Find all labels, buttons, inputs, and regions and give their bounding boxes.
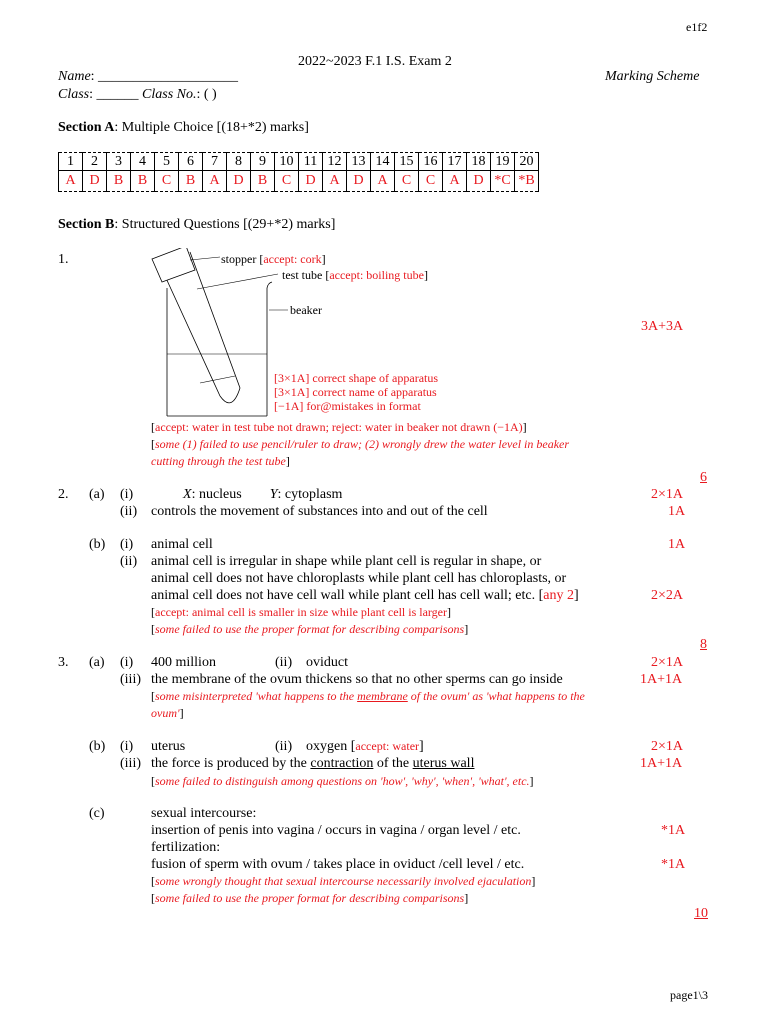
q2bii-marks: 2×2A: [651, 588, 684, 603]
mc-question-number: 13: [347, 153, 371, 171]
q3bi-answer: uterus: [151, 739, 186, 754]
q2aii-label: (ii): [120, 504, 138, 519]
mc-question-number: 5: [155, 153, 179, 171]
q1-number: 1.: [58, 252, 69, 267]
q1-note-errors-text-2: cutting through the test tube: [151, 454, 286, 468]
q3c-note2: [some failed to use the proper format for describing comparisons]: [151, 891, 469, 905]
q3biii-mid: of the: [373, 756, 413, 771]
q2ai-label: (i): [120, 487, 134, 502]
mc-answer: A: [371, 171, 395, 192]
q3a-note-cont: ovum']: [151, 706, 184, 720]
q3c-line4: fusion of sperm with ovum / takes place in oviduct /cell level / etc.: [151, 857, 525, 872]
q3a-note-part1: some misinterpreted 'what happens to the: [155, 689, 358, 703]
q1-criterion-shape: [3×1A] correct shape of apparatus: [274, 371, 439, 385]
q3-number: 3.: [58, 655, 69, 670]
q3biii-label: (iii): [120, 756, 141, 771]
mc-answer-table: [58, 152, 539, 192]
q3c-mark1: *1A: [661, 823, 686, 838]
name-line: [58, 69, 238, 85]
q3c-label: (c): [89, 806, 105, 821]
q3bii-answer: [306, 739, 424, 755]
mc-question-number: 7: [203, 153, 227, 171]
q3a-note-text: [155, 689, 585, 703]
classno-label: Class No.: [142, 87, 197, 102]
q1-marks: 3A+3A: [641, 319, 684, 334]
section-b-desc: : Structured Questions [(29+*2) marks]: [114, 217, 336, 232]
q3a-note-underlined: membrane: [357, 689, 408, 703]
mc-question-number: 12: [323, 153, 347, 171]
mc-question-number: 3: [107, 153, 131, 171]
q3-total: 10: [694, 906, 708, 921]
y-label: Y: [269, 487, 278, 502]
y-value: : cytoplasm: [277, 487, 343, 502]
mc-answer: D: [467, 171, 491, 192]
q2bii-line3-text: animal cell does not have cell wall while plant cell has cell wall; etc. [: [151, 588, 544, 603]
q2bii-line1: animal cell is irregular in shape while plant cell is regular in shape, or: [151, 554, 542, 569]
q2ai-marks: 2×1A: [651, 487, 684, 502]
mc-question-number: 17: [443, 153, 467, 171]
q3bii-close: ]: [419, 739, 424, 754]
q3b-label: (b): [89, 739, 106, 754]
q3c-note2-text: some failed to use the proper format for describing comparisons: [155, 891, 465, 905]
q2aii-answer: controls the movement of substances into and out of the cell: [151, 504, 488, 519]
mc-answer-row: [59, 171, 539, 192]
mc-question-number: 11: [299, 153, 323, 171]
mc-answer: *B: [515, 171, 539, 192]
class-line: [58, 87, 217, 103]
q3c-line3: fertilization:: [151, 840, 221, 855]
doc-code: e1f2: [686, 20, 708, 34]
mc-question-number: 20: [515, 153, 539, 171]
testtube-close: ]: [423, 268, 428, 282]
label-test-tube: [282, 268, 428, 283]
mc-question-number: 6: [179, 153, 203, 171]
stopper-text: stopper [: [221, 252, 264, 266]
mc-answer: A: [203, 171, 227, 192]
q2a-label: (a): [89, 487, 105, 502]
classno-blank: : ( ): [196, 87, 217, 102]
mc-answer: C: [275, 171, 299, 192]
mc-answer: D: [299, 171, 323, 192]
testtube-text: test tube [: [282, 268, 330, 282]
mc-question-number: 2: [83, 153, 107, 171]
q3bi-label: (i): [120, 739, 134, 754]
q2aii-marks: 1A: [668, 504, 686, 519]
q2bi-answer: animal cell: [151, 537, 213, 552]
mc-number-row: [59, 153, 539, 171]
mc-answer: C: [395, 171, 419, 192]
mc-answer: D: [347, 171, 371, 192]
q3aii-label: (ii): [275, 655, 293, 670]
q3biii-marks: 1A+1A: [640, 756, 683, 771]
q2b-label: (b): [89, 537, 106, 552]
name-label: Name: [58, 69, 91, 84]
q3a-note-part2: of the ovum' as 'what happens to the: [407, 689, 585, 703]
q3aiii-answer: the membrane of the ovum thickens so that no other sperms can go inside: [151, 672, 563, 687]
q3a-marks: 2×1A: [651, 655, 684, 670]
q3c-note1-text: some wrongly thought that sexual intercourse necessarily involved ejaculation: [155, 874, 532, 888]
mc-question-number: 15: [395, 153, 419, 171]
q1-note-common-errors-cont: cutting through the test tube]: [151, 454, 290, 468]
q3biii-uterus-wall: uterus wall: [412, 756, 475, 771]
stopper-accept: accept: cork: [263, 252, 322, 266]
section-a-desc: : Multiple Choice [(18+*2) marks]: [114, 120, 309, 135]
section-b-label: Section B: [58, 217, 115, 232]
q3ai-answer: 400 million: [151, 655, 216, 670]
q3b-marks: 2×1A: [651, 739, 684, 754]
mc-question-number: 18: [467, 153, 491, 171]
q2bii-any2: any 2: [543, 588, 574, 603]
mc-question-number: 4: [131, 153, 155, 171]
mc-answer: A: [443, 171, 467, 192]
label-stopper: [221, 252, 326, 267]
q2bii-line2: animal cell does not have chloroplasts while plant cell has chloroplasts, or: [151, 571, 567, 586]
q3c-note1: [some wrongly thought that sexual intercourse necessarily involved ejaculation]: [151, 874, 536, 888]
section-b-heading: [58, 217, 335, 233]
q1-criterion-name: [3×1A] correct name of apparatus: [274, 385, 437, 399]
mc-answer: *C: [491, 171, 515, 192]
mc-answer: B: [251, 171, 275, 192]
q1-note-accept-text: accept: water in test tube not drawn; reject: water in beaker not drawn (−1A): [155, 420, 523, 434]
mc-answer: B: [179, 171, 203, 192]
x-value: : nucleus: [191, 487, 242, 502]
q1-criterion-format: [−1A] for@mistakes in format: [274, 399, 421, 413]
q3biii-answer: [151, 756, 474, 772]
label-beaker: beaker: [290, 303, 322, 317]
mc-answer: C: [419, 171, 443, 192]
q3c-line2: insertion of penis into vagina / occurs in vagina / organ level / etc.: [151, 823, 521, 838]
q1-total: 6: [700, 470, 707, 485]
exam-title: 2022~2023 F.1 I.S. Exam 2: [298, 54, 452, 69]
q2-note-accept: [accept: animal cell is smaller in size while plant cell is larger]: [151, 605, 452, 619]
mc-answer: D: [83, 171, 107, 192]
q1-note-common-errors: [some (1) failed to use pencil/ruler to draw; (2) wrongly drew the water level in beaker: [151, 437, 570, 451]
q3a-note: [some misinterpreted 'what happens to the membrane of the ovum' as 'what happens to the: [151, 689, 585, 703]
mc-question-number: 8: [227, 153, 251, 171]
x-label: X: [183, 487, 192, 502]
section-a-heading: [58, 120, 309, 136]
q3bii-label: (ii): [275, 739, 293, 754]
mc-question-number: 10: [275, 153, 299, 171]
section-a-label: Section A: [58, 120, 115, 135]
mc-answer: D: [227, 171, 251, 192]
mc-answer: C: [155, 171, 179, 192]
mc-answer: A: [59, 171, 83, 192]
stopper-drawing: [152, 248, 195, 282]
q2bii-close: ]: [573, 588, 579, 603]
mc-answer: B: [131, 171, 155, 192]
q3bii-text: oxygen [: [306, 739, 356, 754]
q2-total: 8: [700, 637, 707, 652]
mc-answer: B: [107, 171, 131, 192]
q2bi-label: (i): [120, 537, 134, 552]
stopper-close: ]: [321, 252, 326, 266]
q3ai-label: (i): [120, 655, 134, 670]
q3c-mark2: *1A: [661, 857, 686, 872]
q3aiii-marks: 1A+1A: [640, 672, 683, 687]
q2-note-format: [some failed to use the proper format for describing comparisons]: [151, 622, 469, 636]
q2bi-marks: 1A: [668, 537, 686, 552]
mc-question-number: 14: [371, 153, 395, 171]
q2-note-accept-text: accept: animal cell is smaller in size while plant cell is larger: [155, 605, 448, 619]
mc-question-number: 16: [419, 153, 443, 171]
q3bii-accept: accept: water: [355, 739, 420, 753]
q1-note-accept: [accept: water in test tube not drawn; reject: water in beaker not drawn (−1A)]: [151, 420, 527, 434]
mc-question-number: 19: [491, 153, 515, 171]
q2-note-format-text: some failed to use the proper format for describing comparisons: [155, 622, 465, 636]
marking-scheme-label: Marking Scheme: [605, 69, 700, 84]
page-number: page1\3: [670, 988, 708, 1002]
mc-question-number: 1: [59, 153, 83, 171]
q2bii-line3: [151, 588, 579, 604]
q3aiii-label: (iii): [120, 672, 141, 687]
q2ai-answer: [183, 487, 342, 503]
q3biii-contraction: contraction: [310, 756, 374, 771]
mc-answer: A: [323, 171, 347, 192]
beaker-drawing: [167, 282, 272, 416]
q3a-note-part3: ovum': [151, 706, 180, 720]
mc-question-number: 9: [251, 153, 275, 171]
q2bii-label: (ii): [120, 554, 138, 569]
q3c-line1: sexual intercourse:: [151, 806, 257, 821]
q3a-label: (a): [89, 655, 105, 670]
q3b-note-text: some failed to distinguish among questions on 'how', 'why', 'when', 'what', etc.: [155, 774, 530, 788]
q3aii-answer: oviduct: [306, 655, 348, 670]
class-label: Class: [58, 87, 90, 102]
q3b-note: [some failed to distinguish among questions on 'how', 'why', 'when', 'what', etc.]: [151, 774, 534, 788]
q3biii-pre: the force is produced by the: [151, 756, 311, 771]
class-blank: : ______: [89, 87, 139, 102]
name-blank: : ____________________: [90, 69, 239, 84]
testtube-accept: accept: boiling tube: [329, 268, 424, 282]
q1-note-errors-text: some (1) failed to use pencil/ruler to draw; (2) wrongly drew the water level in beaker: [155, 437, 570, 451]
q2-number: 2.: [58, 487, 69, 502]
